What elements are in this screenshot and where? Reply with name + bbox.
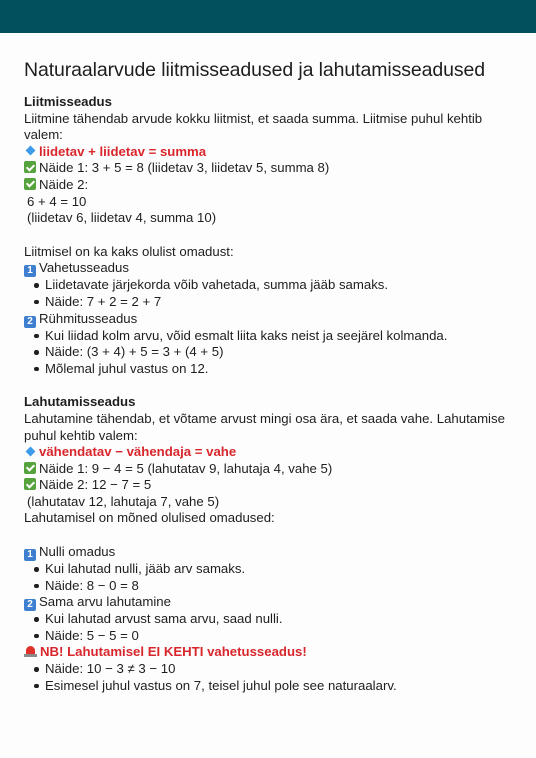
check-mark-icon <box>24 478 36 490</box>
subtraction-example-2 <box>24 477 512 494</box>
blue-diamond-icon <box>24 445 36 457</box>
check-mark-icon <box>24 462 36 474</box>
addition-formula <box>24 144 512 161</box>
subtraction-example-1 <box>24 461 512 478</box>
subtraction-property-2-title <box>24 594 512 611</box>
list-item: Mõlemal juhul vastus on 12. <box>24 361 512 378</box>
subtraction-example-1-text: Näide 1: 9 − 4 = 5 (lahutatav 9, lahutaja 4, vahe 5) <box>39 460 333 476</box>
top-bar <box>0 0 536 33</box>
addition-example-2 <box>24 177 512 194</box>
addition-properties-intro: Liitmisel on ka kaks olulist omadust: <box>24 243 234 259</box>
addition-property-2-label: Rühmitusseadus <box>39 310 138 326</box>
addition-example-2-label: Näide 2: <box>39 176 89 192</box>
blue-diamond-icon <box>24 145 36 157</box>
subtraction-property-1-label: Nulli omadus <box>39 544 116 560</box>
list-item: Kui liidad kolm arvu, võid esmalt liita kaks neist ja seejärel kolmanda. <box>24 328 512 345</box>
keycap-1-icon: 1 <box>24 549 36 561</box>
addition-example-1-text: Näide 1: 3 + 5 = 8 (liidetav 3, liidetav 5, summa 8) <box>39 160 330 176</box>
page-title: Naturaalarvude liitmisseadused ja lahutamisseadused <box>24 59 485 81</box>
siren-icon <box>24 645 37 657</box>
list-item: Kui lahutad arvust sama arvu, saad nulli. <box>24 611 512 628</box>
list-item: Näide: (3 + 4) + 5 = 3 + (4 + 5) <box>24 344 512 361</box>
keycap-2-icon: 2 <box>24 599 36 611</box>
subtraction-example-2-note: (lahutatav 12, lahutaja 7, vahe 5) <box>27 493 220 509</box>
keycap-2-icon: 2 <box>24 316 36 328</box>
keycap-1-icon: 1 <box>24 265 36 277</box>
subtraction-properties-intro: Lahutamisel on mõned olulised omadused: <box>24 510 275 526</box>
subtraction-property-1-title <box>24 544 512 561</box>
subtraction-warning <box>24 644 512 661</box>
subtraction-intro-line1: Lahutamine tähendab, et võtame arvust mingi osa ära, et saada vahe. Lahutamise <box>24 410 505 426</box>
document-content <box>0 59 536 694</box>
addition-example-2-note: (liidetav 6, liidetav 4, summa 10) <box>27 210 217 226</box>
list-item: Näide: 5 − 5 = 0 <box>24 628 512 645</box>
list-item: Kui lahutad nulli, jääb arv samaks. <box>24 561 512 578</box>
list-item: Näide: 7 + 2 = 2 + 7 <box>24 294 512 311</box>
addition-intro-line1: Liitmine tähendab arvude kokku liitmist, et saada summa. Liitmise puhul kehtib <box>24 110 483 126</box>
addition-intro-line2: valem: <box>24 127 63 143</box>
list-item: Esimesel juhul vastus on 7, teisel juhul pole see naturaalarv. <box>24 678 512 695</box>
check-mark-icon <box>24 178 36 190</box>
list-item: Näide: 10 − 3 ≠ 3 − 10 <box>24 661 512 678</box>
addition-example-1 <box>24 160 512 177</box>
subtraction-formula-text: vähendatav − vähendaja = vahe <box>39 444 237 460</box>
subtraction-warning-text: NB! Lahutamisel EI KEHTI vahetusseadus! <box>40 644 307 660</box>
subtraction-property-2-label: Sama arvu lahutamine <box>39 594 171 610</box>
subtraction-heading: Lahutamisseadus <box>24 394 136 410</box>
addition-heading: Liitmisseadus <box>24 94 112 109</box>
list-item: Näide: 8 − 0 = 8 <box>24 578 512 595</box>
list-item: Liidetavate järjekorda võib vahetada, summa jääb samaks. <box>24 277 512 294</box>
addition-example-2-equation: 6 + 4 = 10 <box>27 193 87 209</box>
addition-property-2-title <box>24 311 512 328</box>
addition-property-1-title <box>24 260 512 277</box>
addition-property-1-label: Vahetusseadus <box>39 260 129 276</box>
addition-formula-text: liidetav + liidetav = summa <box>39 143 207 159</box>
subtraction-formula <box>24 444 512 461</box>
subtraction-example-2-text: Näide 2: 12 − 7 = 5 <box>39 477 152 493</box>
subtraction-intro-line2: puhul kehtib valem: <box>24 427 138 443</box>
check-mark-icon <box>24 161 36 173</box>
